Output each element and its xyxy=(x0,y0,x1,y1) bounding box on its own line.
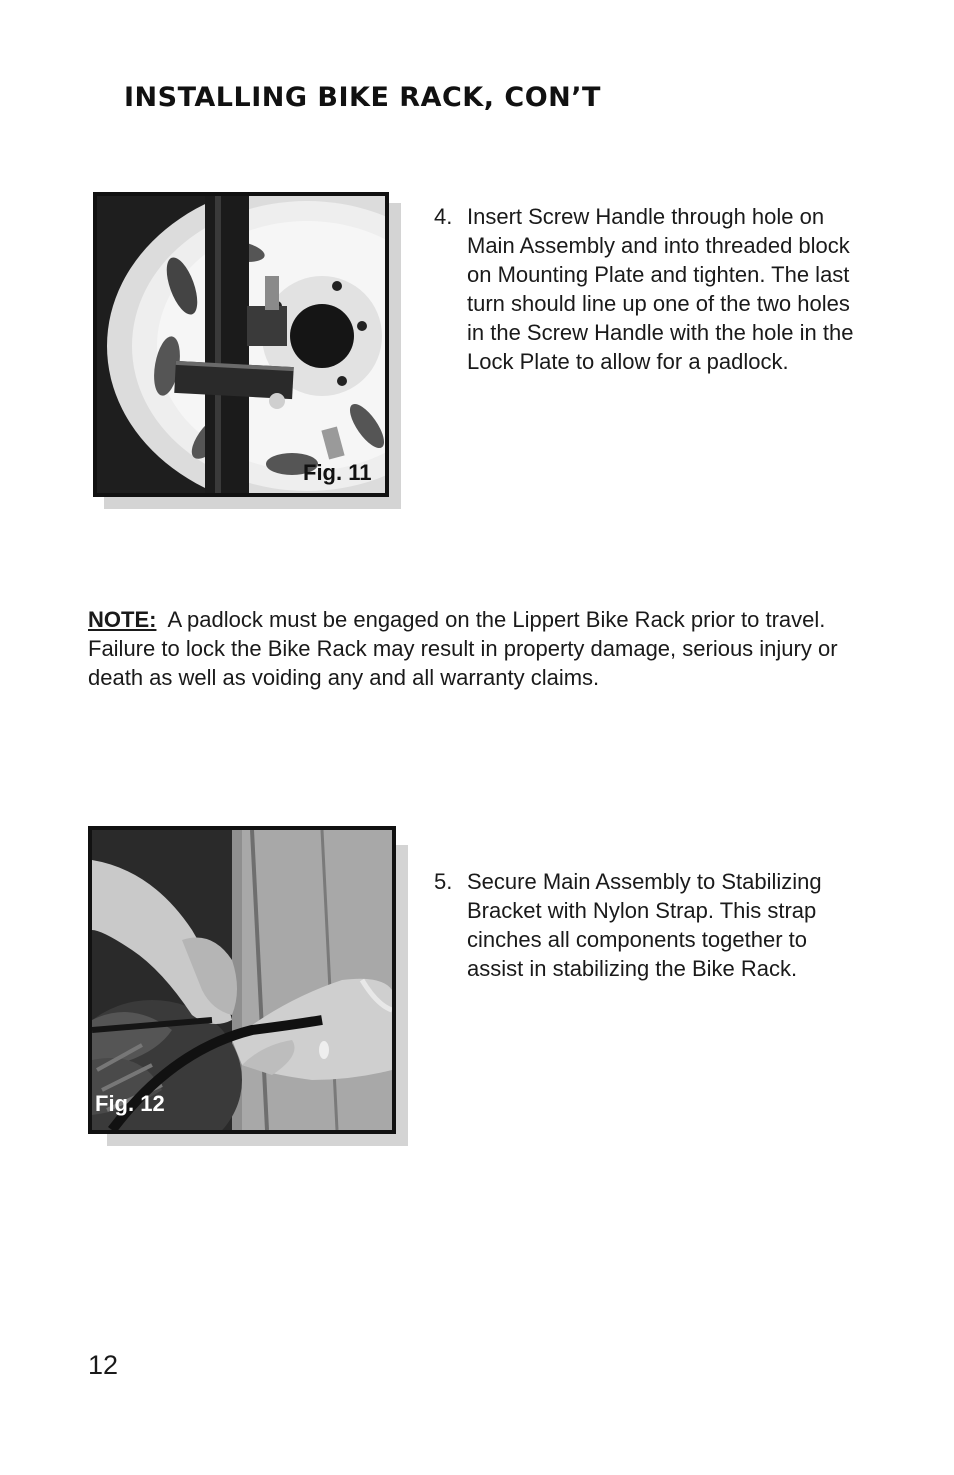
note-label: NOTE: xyxy=(88,607,157,632)
note-paragraph xyxy=(88,605,848,692)
step-number: 4. xyxy=(434,204,453,229)
page-number: 12 xyxy=(88,1350,119,1380)
figure-11-label: Fig. 11 xyxy=(303,460,372,485)
wheel-photo-illustration xyxy=(97,196,385,493)
figure-12 xyxy=(88,826,408,1146)
step-4 xyxy=(434,202,864,376)
step-text: Insert Screw Handle through hole on Main Assembly and into threaded block on Mounting Plate and tighten. The last turn should line up one of the two holes in the Screw Handle with the hole in the Lock Plate to allow for a padlock. xyxy=(467,204,854,374)
step-5-item xyxy=(434,867,864,983)
figure-12-label: Fig. 12 xyxy=(95,1091,165,1116)
page-title: INSTALLING BIKE RACK, CON’T xyxy=(124,82,601,113)
figure-12-photo xyxy=(88,826,396,1134)
hands-strap-photo-illustration xyxy=(92,830,392,1130)
step-4-item xyxy=(434,202,864,376)
step-text: Secure Main Assembly to Stabilizing Bracket with Nylon Strap. This strap cinches all components together to assist in stabilizing the Bike Rack. xyxy=(467,869,822,981)
step-number: 5. xyxy=(434,869,453,894)
figure-11-photo xyxy=(93,192,389,497)
note-text: A padlock must be engaged on the Lippert Bike Rack prior to travel. Failure to lock the Bike Rack may result in property damage, serious injury or death as well as voiding any and all warranty claims. xyxy=(88,607,838,690)
figure-11 xyxy=(93,192,401,509)
step-5 xyxy=(434,867,864,983)
